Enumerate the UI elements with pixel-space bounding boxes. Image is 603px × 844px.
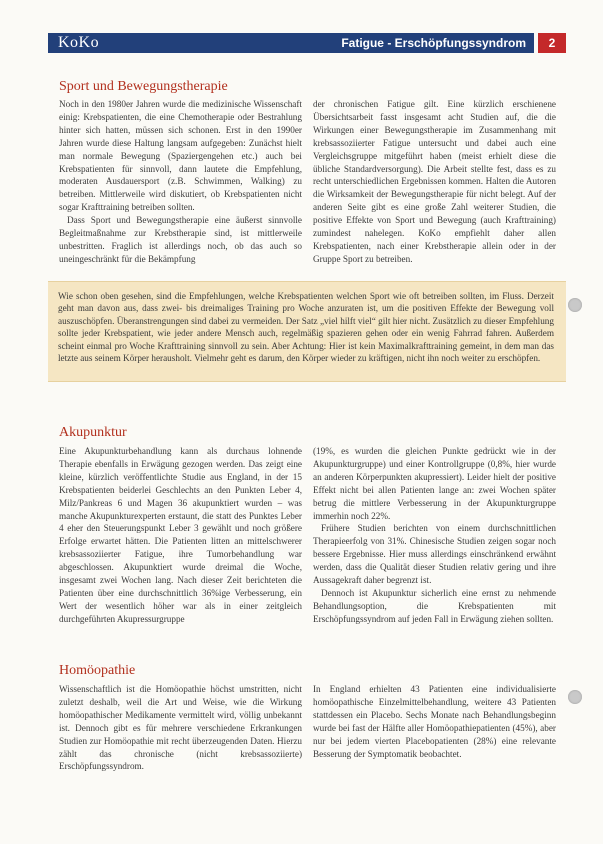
homoeopathie-right-column: [313, 683, 556, 760]
akupunktur-right-column: [313, 445, 556, 626]
binder-hole-top: [568, 298, 582, 312]
section-heading-homoeopathie: Homöopathie: [59, 663, 136, 678]
sport-left-column: [59, 98, 302, 266]
homoeopathie-paragraph-2: In England erhielten 43 Patienten eine individualisierte homöopathische Einzelmittelbehandlung, weitere 43 Patienten stattdessen ein Placebo. Sechs Monate nach Behandlungsbeginn wurde bei fast der Hälfte aller Homöopathiepatienten (45%), aber nur bei jedem vierten Placebopatienten (28%) eine relevante Besserung der Symptomatik beobachtet.: [313, 684, 556, 759]
section-heading-sport: Sport und Bewegungstherapie: [59, 79, 228, 94]
akupunktur-paragraph-3: Frühere Studien berichten von einem durchschnittlichen Therapieerfolg von 31%. Chinesische Studien zeigen sogar noch bessere Ergebnisse. Hier muss allerdings einschränkend erwähnt werden, dass die Qualität dieser Studien relativ gering und ihre Aussagekraft daher begrenzt ist.: [313, 523, 556, 586]
sport-paragraph-1: Noch in den 1980er Jahren wurde die medizinische Wissenschaft einig: Krebspatienten, die eine Chemotherapie oder Bestrahlung hinter sich hatten, müssen sich schonen. Erst in den 1990er Jahren wurde diese Haltung langsam aufgegeben: Zunächst hielt man normale Bewegung (Spaziergengehen etc.) auch bei Krebspatienten für sinnvoll, dann lautete die Empfehlung, moderaten Ausdauersport (z.B. Schwimmen, Walking) zu betreiben. Mittlerweile wird diskutiert, ob Krebspatienten nicht sogar Krafttraining betreiben sollten.: [59, 99, 302, 213]
brand-logo: KoKo: [58, 34, 100, 51]
sport-right-column: [313, 98, 556, 266]
akupunktur-paragraph-4: Dennoch ist Akupunktur sicherlich eine ernst zu nehmende Behandlungsoption, die Krebspatienten mit Erschöpfungssyndrom auf jeden Fall in Erwägung ziehen sollten.: [313, 587, 556, 624]
binder-hole-bottom: [568, 690, 582, 704]
recommendation-text: Wie schon oben gesehen, sind die Empfehlungen, welche Krebspatienten welchen Sport wie oft betreiben sollten, im Fluss. Derzeit geht man davon aus, dass zwei- bis dreimaliges Training pro Woche anzuraten ist, um die positiven Effekte der Bewegung voll auszuschöpfen. Überanstrengungen sind dabei zu vermeiden. Der Satz „viel hilft viel“ gilt hier nicht. Zusätzlich zu dieser Empfehlung sollte jeder Krebspatient, wie jeder andere Mensch auch, regelmäßig spazieren gehen oder ein wenig Fahrrad fahren. Außerdem scheint einmal pro Woche Krafttraining sinnvoll zu sein. Aber Achtung: Hier ist kein Maximalkrafttraining gemeint, in dem man das letzte aus seinem Körper herausholt. Vielmehr geht es darum, den Körper wieder zu kräftigen, nicht ihn noch weiter zu erschöpfen.: [58, 291, 554, 364]
homoeopathie-paragraph-1: Wissenschaftlich ist die Homöopathie höchst umstritten, nicht zuletzt deshalb, weil die Art und Weise, wie die Wirkung homöopathischer Medikamente vermittelt wird, völlig unbekannt ist. Dennoch gibt es für mehrere verschiedene Erkrankungen Studien zur Homöopathie mit recht überzeugenden Daten. Hierzu zählt das chronische (nicht krebsassoziierte) Erschöpfungssyndrom.: [59, 684, 302, 772]
sport-paragraph-2: Dass Sport und Bewegungstherapie eine äußerst sinnvolle Begleitmaßnahme zur Krebstherapie sind, ist mittlerweile unbestritten. Fraglich ist allerdings noch, ob das auch so uneingeschränkt für die Bekämpfung: [59, 215, 302, 264]
akupunktur-paragraph-2: (19%, es wurden die gleichen Punkte gedrückt wie in der Akupunkturgruppe) und einer Kontrollgruppe (0,8%, hier wurde an anderen Körperpunkten akupressiert). Leider hielt der positive Effekt nicht bei allen Patienten lange an: zwei Wochen später betrug die mittlere Verbesserung in der Akupunkturgruppe immerhin noch 22%.: [313, 446, 556, 521]
section-heading-akupunktur: Akupunktur: [59, 425, 127, 440]
header-title: Fatigue - Erschöpfungssyndrom: [341, 36, 526, 50]
page-header: [48, 33, 566, 53]
akupunktur-left-column: [59, 445, 302, 626]
page-number: 2: [538, 33, 566, 53]
homoeopathie-left-column: [59, 683, 302, 773]
akupunktur-paragraph-1: Eine Akupunkturbehandlung kann als durchaus lohnende Therapie ebenfalls in Erwägung gezogen werden. Das zeigt eine kleine, kürzlich veröffentlichte Studie aus England, in der 15 Krebspatienten beiderlei Geschlechts an den Punkten Leber 4, Milz/Pankreas 6 und Magen 36 akupunktiert wurden – was manche Akupunkturexperten erstaunt, die statt des Punktes Leber 4 eher den Steuerungspunkt Leber 3 gewählt und noch größere Erfolge erwartet hätten. Die Patienten litten an mittelschwerer krebsassoziierter Fatigue, ihre Tumorbehandlung war abgeschlossen. Akupunktiert wurde dreimal die Woche, insgesamt zwei Wochen lang. Nach dieser Zeit berichteten die Patienten über eine durchschnittlich 36%ige Verbesserung, ein Wert der wesentlich höher war als in einer zeitgleich durchgeführten Akupressurgruppe: [59, 446, 302, 624]
recommendation-box: [48, 281, 566, 382]
sport-paragraph-3: der chronischen Fatigue gilt. Eine kürzlich erschienene Übersichtsarbeit fasst insgesamt acht Studien auf, die die Wirkungen einer Bewegungstherapie im Zusammenhang mit krebsassoziierter Fatigue untersucht und dabei auch eine Vergleichsgruppe mitgeführt haben (meist erhielt diese die übliche Standardversorgung). Die Arbeit stellte fest, dass es zu recht unterschiedlichen Ergebnissen kommen. Halten die Autoren die Wirksamkeit der Bewegungstherapie für nicht belegt. Auf der anderen Seite gibt es eine große Zahl weiterer Studien, die positive Effekte von Sport und Bewegung (auch Krafttraining) zumindest nahelegen. KoKo empfiehlt daher allen Krebspatienten, nach einer Krebstherapie allein oder in der Gruppe Sport zu betreiben.: [313, 99, 556, 264]
